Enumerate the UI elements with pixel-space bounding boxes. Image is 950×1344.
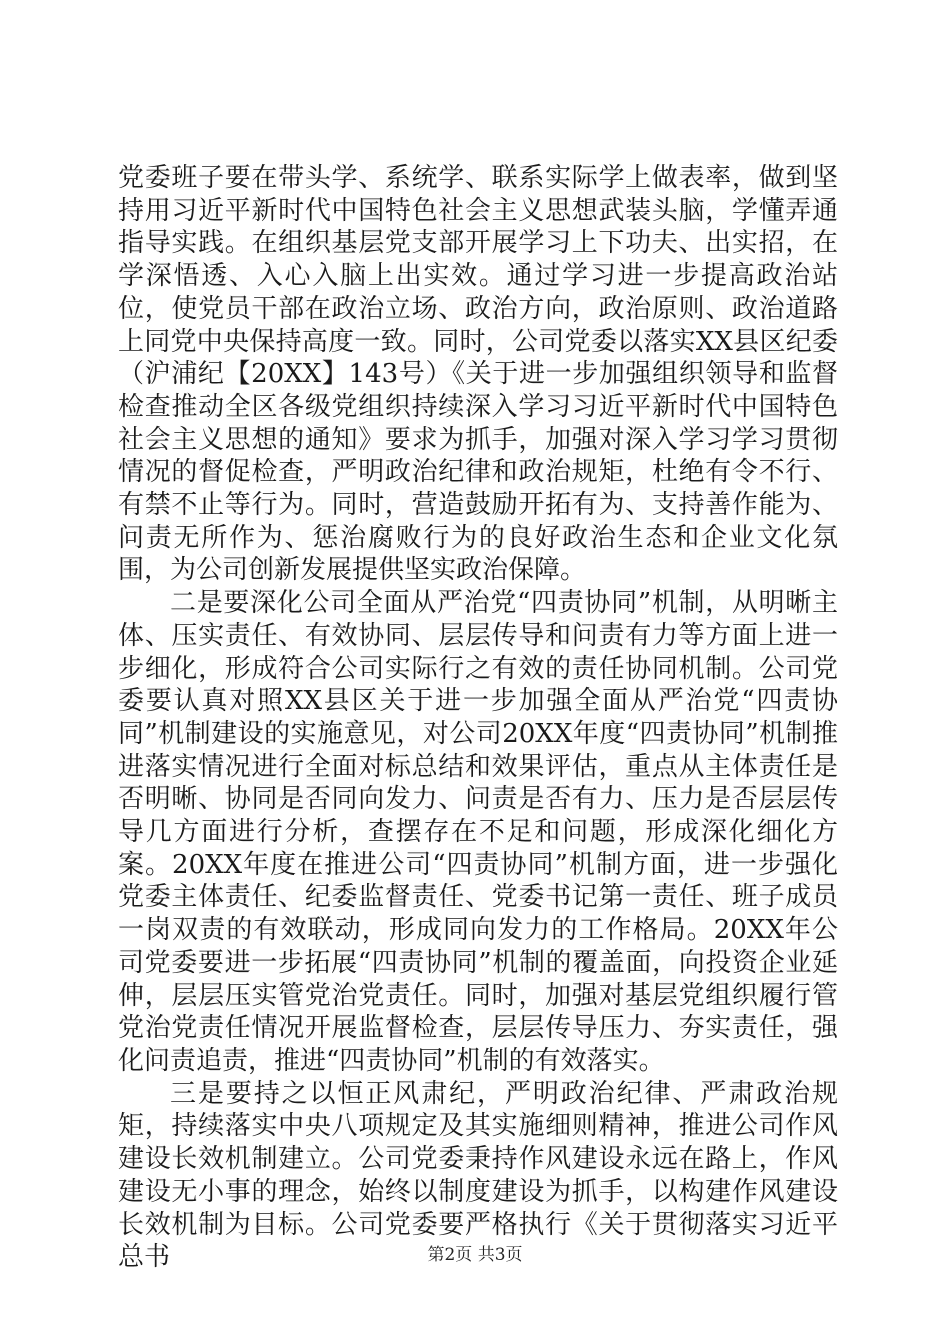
paragraph-1: 党委班子要在带头学、系统学、联系实际学上做表率，做到坚持用习近平新时代中国特色社会主义思想武装头脑，学懂弄通指导实践。在组织基层党支部开展学习上下功夫、出实招，在学深悟透、入心入脑上出实效。通过学习进一步提高政治站位，使党员干部在政治立场、政治方向，政治原则、政治道路上同党中央保持高度一致。同时，公司党委以落实XX县区纪委（沪浦纪【20XX】143号）《关于进一步加强组织领导和监督检查推动全区各级党组织持续深入学习习近平新时代中国特色社会主义思想的通知》要求为抓手，加强对深入学习学习贯彻情况的督促检查，严明政治纪律和政治规矩，杜绝有令不行、有禁不止等行为。同时，营造鼓励开拓有为、支持善作能为、问责无所作为、惩治腐败行为的良好政治生态和企业文化氛围，为公司创新发展提供坚实政治保障。: [118, 163, 838, 586]
page-footer: 第2页 共3页: [427, 1245, 523, 1265]
document-body: [118, 162, 838, 1274]
paragraph-2: 二是要深化公司全面从严治党“四责协同”机制，从明晰主体、压实责任、有效协同、层层传导和问责有力等方面上进一步细化，形成符合公司实际行之有效的责任协同机制。公司党委要认真对照XX县区关于进一步加强全面从严治党“四责协同”机制建设的实施意见，对公司20XX年度“四责协同”机制推进落实情况进行全面对标总结和效果评估，重点从主体责任是否明晰、协同是否同向发力、问责是否有力、压力是否层层传导几方面进行分析，查摆存在不足和问题，形成深化细化方案。20XX年度在推进公司“四责协同”机制方面，进一步强化党委主体责任、纪委监督责任、党委书记第一责任、班子成员一岗双责的有效联动，形成同向发力的工作格局。20XX年公司党委要进一步拓展“四责协同”机制的覆盖面，向投资企业延伸，层层压实管党治党责任。同时，加强对基层党组织履行管党治党责任情况开展监督检查，层层传导压力、夯实责任，强化问责追责，推进“四责协同”机制的有效落实。: [118, 588, 838, 1076]
paragraph-3: 三是要持之以恒正风肃纪，严明政治纪律、严肃政治规矩，持续落实中央八项规定及其实施细则精神，推进公司作风建设长效机制建立。公司党委秉持作风建设永远在路上，作风建设无小事的理念，始终以制度建设为抓手，以构建作风建设长效机制为目标。公司党委要严格执行《关于贯彻落实习近平总书: [118, 1078, 838, 1273]
